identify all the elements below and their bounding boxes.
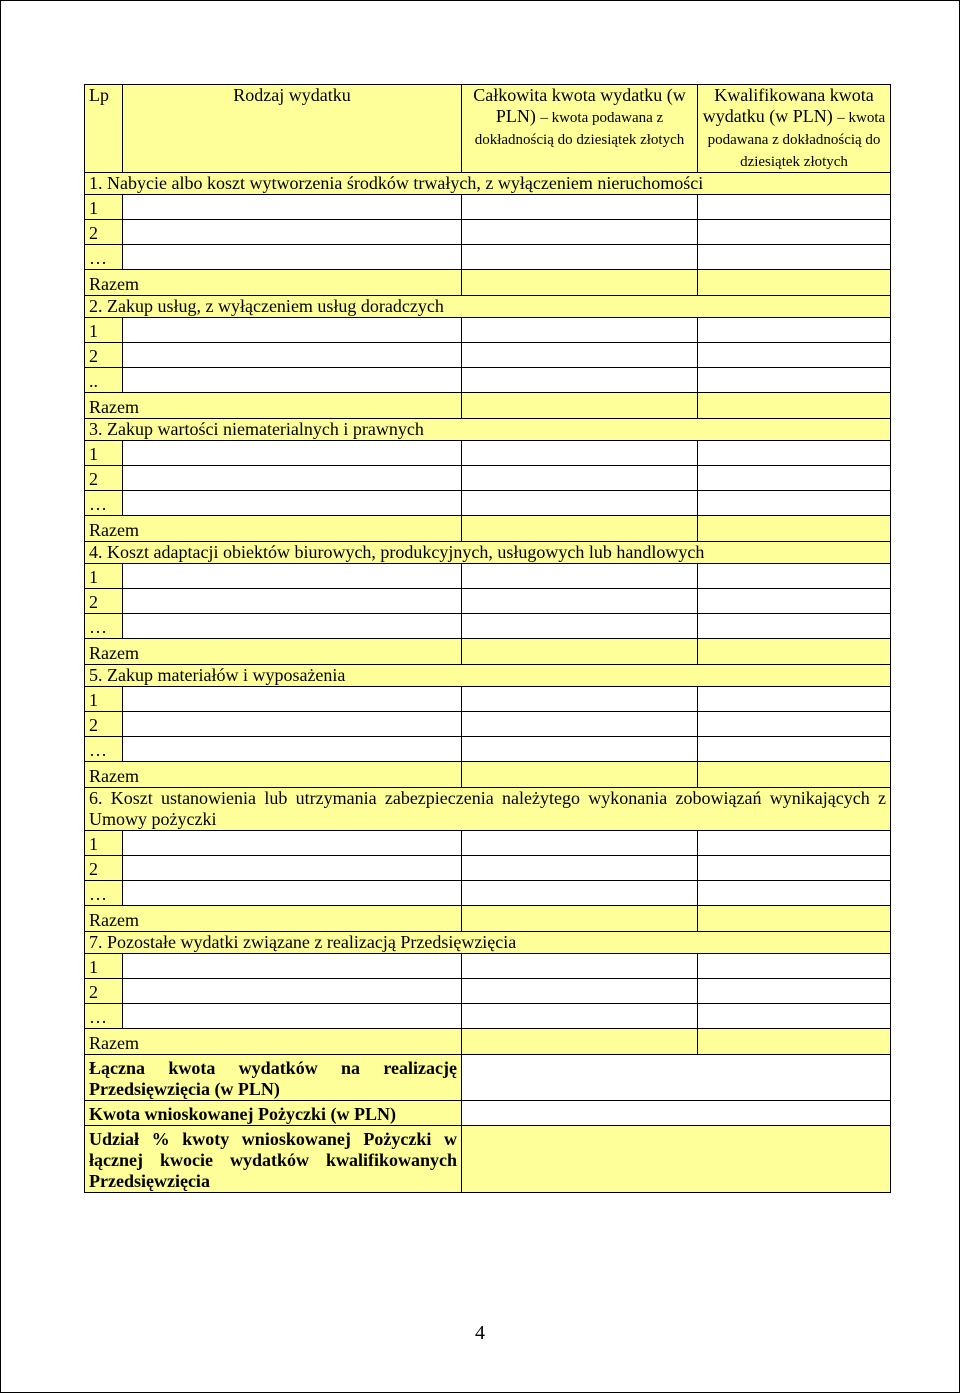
razem-calkowita-field[interactable]: [462, 639, 698, 665]
item-kwalifikowana-field[interactable]: [698, 831, 891, 856]
item-kwalifikowana-field[interactable]: [698, 1004, 891, 1029]
item-rodzaj-field[interactable]: [123, 712, 462, 737]
razem-calkowita-field[interactable]: [462, 393, 698, 419]
item-row: [85, 466, 891, 491]
item-lp: 2: [85, 589, 123, 614]
item-row: [85, 856, 891, 881]
item-kwalifikowana-field[interactable]: [698, 712, 891, 737]
item-lp: 1: [85, 687, 123, 712]
item-kwalifikowana-field[interactable]: [698, 614, 891, 639]
summary-laczna-label: Łączna kwota wydatków na realizację Przedsięwzięcia (w PLN): [85, 1055, 462, 1101]
item-lp: 2: [85, 466, 123, 491]
item-rodzaj-field[interactable]: [123, 318, 462, 343]
header-kwalifikowana-note: – kwota podawana z dokładnością do dziesiątek złotych: [707, 110, 886, 170]
item-lp: …: [85, 737, 123, 762]
item-kwalifikowana-field[interactable]: [698, 466, 891, 491]
razem-label: Razem: [85, 393, 462, 419]
expenses-table: [84, 84, 891, 1193]
item-calkowita-field[interactable]: [462, 441, 698, 466]
item-kwalifikowana-field[interactable]: [698, 979, 891, 1004]
item-lp: 1: [85, 318, 123, 343]
table-header-row: [85, 85, 891, 173]
razem-calkowita-field[interactable]: [462, 762, 698, 788]
item-calkowita-field[interactable]: [462, 1004, 698, 1029]
item-calkowita-field[interactable]: [462, 368, 698, 393]
item-rodzaj-field[interactable]: [123, 564, 462, 589]
item-calkowita-field[interactable]: [462, 687, 698, 712]
item-rodzaj-field[interactable]: [123, 881, 462, 906]
razem-kwalifikowana-field[interactable]: [698, 393, 891, 419]
header-kwalifikowana: [698, 85, 891, 173]
item-lp: …: [85, 881, 123, 906]
item-row: [85, 195, 891, 220]
item-row: [85, 220, 891, 245]
section-title: 6. Koszt ustanowienia lub utrzymania zabezpieczenia należytego wykonania zobowiązań wynikających z Umowy pożyczki: [85, 788, 891, 831]
item-calkowita-field[interactable]: [462, 466, 698, 491]
item-lp: …: [85, 491, 123, 516]
item-kwalifikowana-field[interactable]: [698, 368, 891, 393]
item-kwalifikowana-field[interactable]: [698, 856, 891, 881]
razem-kwalifikowana-field[interactable]: [698, 270, 891, 296]
razem-kwalifikowana-field[interactable]: [698, 906, 891, 932]
item-rodzaj-field[interactable]: [123, 954, 462, 979]
item-rodzaj-field[interactable]: [123, 441, 462, 466]
razem-row: [85, 393, 891, 419]
section-title: 2. Zakup usług, z wyłączeniem usług doradczych: [85, 296, 891, 318]
item-kwalifikowana-field[interactable]: [698, 195, 891, 220]
item-rodzaj-field[interactable]: [123, 687, 462, 712]
section-title: 4. Koszt adaptacji obiektów biurowych, produkcyjnych, usługowych lub handlowych: [85, 542, 891, 564]
item-lp: 2: [85, 979, 123, 1004]
razem-calkowita-field[interactable]: [462, 270, 698, 296]
item-kwalifikowana-field[interactable]: [698, 564, 891, 589]
section-header-row: [85, 542, 891, 564]
summary-wnioskowana-label: Kwota wnioskowanej Pożyczki (w PLN): [85, 1101, 462, 1126]
item-calkowita-field[interactable]: [462, 195, 698, 220]
razem-kwalifikowana-field[interactable]: [698, 762, 891, 788]
razem-row: [85, 762, 891, 788]
item-rodzaj-field[interactable]: [123, 856, 462, 881]
item-rodzaj-field[interactable]: [123, 979, 462, 1004]
item-row: [85, 881, 891, 906]
razem-calkowita-field[interactable]: [462, 516, 698, 542]
item-lp: ..: [85, 368, 123, 393]
item-rodzaj-field[interactable]: [123, 466, 462, 491]
item-row: [85, 589, 891, 614]
item-calkowita-field[interactable]: [462, 614, 698, 639]
item-calkowita-field[interactable]: [462, 979, 698, 1004]
item-kwalifikowana-field[interactable]: [698, 737, 891, 762]
section-header-row: [85, 788, 891, 831]
item-lp: …: [85, 245, 123, 270]
item-lp: 1: [85, 441, 123, 466]
item-lp: 2: [85, 343, 123, 368]
item-calkowita-field[interactable]: [462, 954, 698, 979]
item-rodzaj-field[interactable]: [123, 220, 462, 245]
header-kwalifikowana-main: Kwalifikowana kwota wydatku (w PLN): [702, 85, 874, 126]
razem-label: Razem: [85, 762, 462, 788]
item-rodzaj-field[interactable]: [123, 195, 462, 220]
item-rodzaj-field[interactable]: [123, 368, 462, 393]
item-lp: 2: [85, 856, 123, 881]
header-rodzaj: Rodzaj wydatku: [123, 85, 462, 173]
item-calkowita-field[interactable]: [462, 491, 698, 516]
item-lp: 1: [85, 831, 123, 856]
item-calkowita-field[interactable]: [462, 831, 698, 856]
razem-label: Razem: [85, 516, 462, 542]
item-kwalifikowana-field[interactable]: [698, 441, 891, 466]
razem-label: Razem: [85, 270, 462, 296]
item-calkowita-field[interactable]: [462, 856, 698, 881]
item-rodzaj-field[interactable]: [123, 1004, 462, 1029]
section-title: 3. Zakup wartości niematerialnych i prawnych: [85, 419, 891, 441]
item-calkowita-field[interactable]: [462, 589, 698, 614]
item-kwalifikowana-field[interactable]: [698, 491, 891, 516]
item-rodzaj-field[interactable]: [123, 614, 462, 639]
summary-udzial-row: [85, 1126, 891, 1193]
razem-row: [85, 639, 891, 665]
razem-kwalifikowana-field[interactable]: [698, 1029, 891, 1055]
header-lp: Lp: [85, 85, 123, 173]
item-kwalifikowana-field[interactable]: [698, 245, 891, 270]
item-lp: …: [85, 614, 123, 639]
item-rodzaj-field[interactable]: [123, 589, 462, 614]
section-title: 5. Zakup materiałów i wyposażenia: [85, 665, 891, 687]
razem-row: [85, 1029, 891, 1055]
summary-udzial-label: Udział % kwoty wnioskowanej Pożyczki w łącznej kwocie wydatków kwalifikowanych Przedsięwzięcia: [85, 1126, 462, 1193]
item-row: [85, 491, 891, 516]
item-calkowita-field[interactable]: [462, 245, 698, 270]
razem-calkowita-field[interactable]: [462, 1029, 698, 1055]
razem-row: [85, 270, 891, 296]
razem-label: Razem: [85, 639, 462, 665]
item-row: [85, 954, 891, 979]
item-row: [85, 687, 891, 712]
item-lp: …: [85, 1004, 123, 1029]
razem-label: Razem: [85, 906, 462, 932]
item-row: [85, 318, 891, 343]
razem-label: Razem: [85, 1029, 462, 1055]
razem-row: [85, 516, 891, 542]
section-header-row: [85, 932, 891, 954]
item-kwalifikowana-field[interactable]: [698, 687, 891, 712]
item-rodzaj-field[interactable]: [123, 343, 462, 368]
header-calkowita-note: – kwota podawana z dokładnością do dziesiątek złotych: [474, 110, 685, 148]
item-calkowita-field[interactable]: [462, 712, 698, 737]
razem-kwalifikowana-field[interactable]: [698, 516, 891, 542]
item-calkowita-field[interactable]: [462, 220, 698, 245]
razem-row: [85, 906, 891, 932]
item-kwalifikowana-field[interactable]: [698, 954, 891, 979]
header-calkowita-main: Całkowita kwota wydatku (w PLN): [473, 85, 686, 126]
item-lp: 2: [85, 712, 123, 737]
summary-laczna-row: [85, 1055, 891, 1101]
item-calkowita-field[interactable]: [462, 564, 698, 589]
item-rodzaj-field[interactable]: [123, 245, 462, 270]
razem-kwalifikowana-field[interactable]: [698, 639, 891, 665]
section-header-row: [85, 296, 891, 318]
item-row: [85, 368, 891, 393]
item-rodzaj-field[interactable]: [123, 491, 462, 516]
section-title: 7. Pozostałe wydatki związane z realizacją Przedsięwzięcia: [85, 932, 891, 954]
item-row: [85, 614, 891, 639]
section-header-row: [85, 419, 891, 441]
summary-laczna-value-field[interactable]: [462, 1055, 891, 1101]
section-title: 1. Nabycie albo koszt wytworzenia środków trwałych, z wyłączeniem nieruchomości: [85, 173, 891, 195]
item-row: [85, 712, 891, 737]
item-rodzaj-field[interactable]: [123, 737, 462, 762]
section-header-row: [85, 173, 891, 195]
item-calkowita-field[interactable]: [462, 318, 698, 343]
item-calkowita-field[interactable]: [462, 881, 698, 906]
summary-wnioskowana-row: [85, 1101, 891, 1126]
item-lp: 1: [85, 954, 123, 979]
summary-udzial-value-field[interactable]: [462, 1126, 891, 1193]
item-row: [85, 737, 891, 762]
item-row: [85, 564, 891, 589]
item-kwalifikowana-field[interactable]: [698, 343, 891, 368]
item-kwalifikowana-field[interactable]: [698, 881, 891, 906]
item-row: [85, 831, 891, 856]
item-row: [85, 343, 891, 368]
razem-calkowita-field[interactable]: [462, 906, 698, 932]
summary-wnioskowana-value-field[interactable]: [462, 1101, 891, 1126]
item-lp: 1: [85, 564, 123, 589]
page-number: 4: [475, 1322, 485, 1344]
item-row: [85, 441, 891, 466]
item-calkowita-field[interactable]: [462, 737, 698, 762]
item-kwalifikowana-field[interactable]: [698, 318, 891, 343]
item-lp: 1: [85, 195, 123, 220]
header-calkowita: [462, 85, 698, 173]
item-kwalifikowana-field[interactable]: [698, 589, 891, 614]
item-lp: 2: [85, 220, 123, 245]
item-calkowita-field[interactable]: [462, 343, 698, 368]
item-row: [85, 1004, 891, 1029]
item-kwalifikowana-field[interactable]: [698, 220, 891, 245]
item-rodzaj-field[interactable]: [123, 831, 462, 856]
item-row: [85, 245, 891, 270]
item-row: [85, 979, 891, 1004]
section-header-row: [85, 665, 891, 687]
